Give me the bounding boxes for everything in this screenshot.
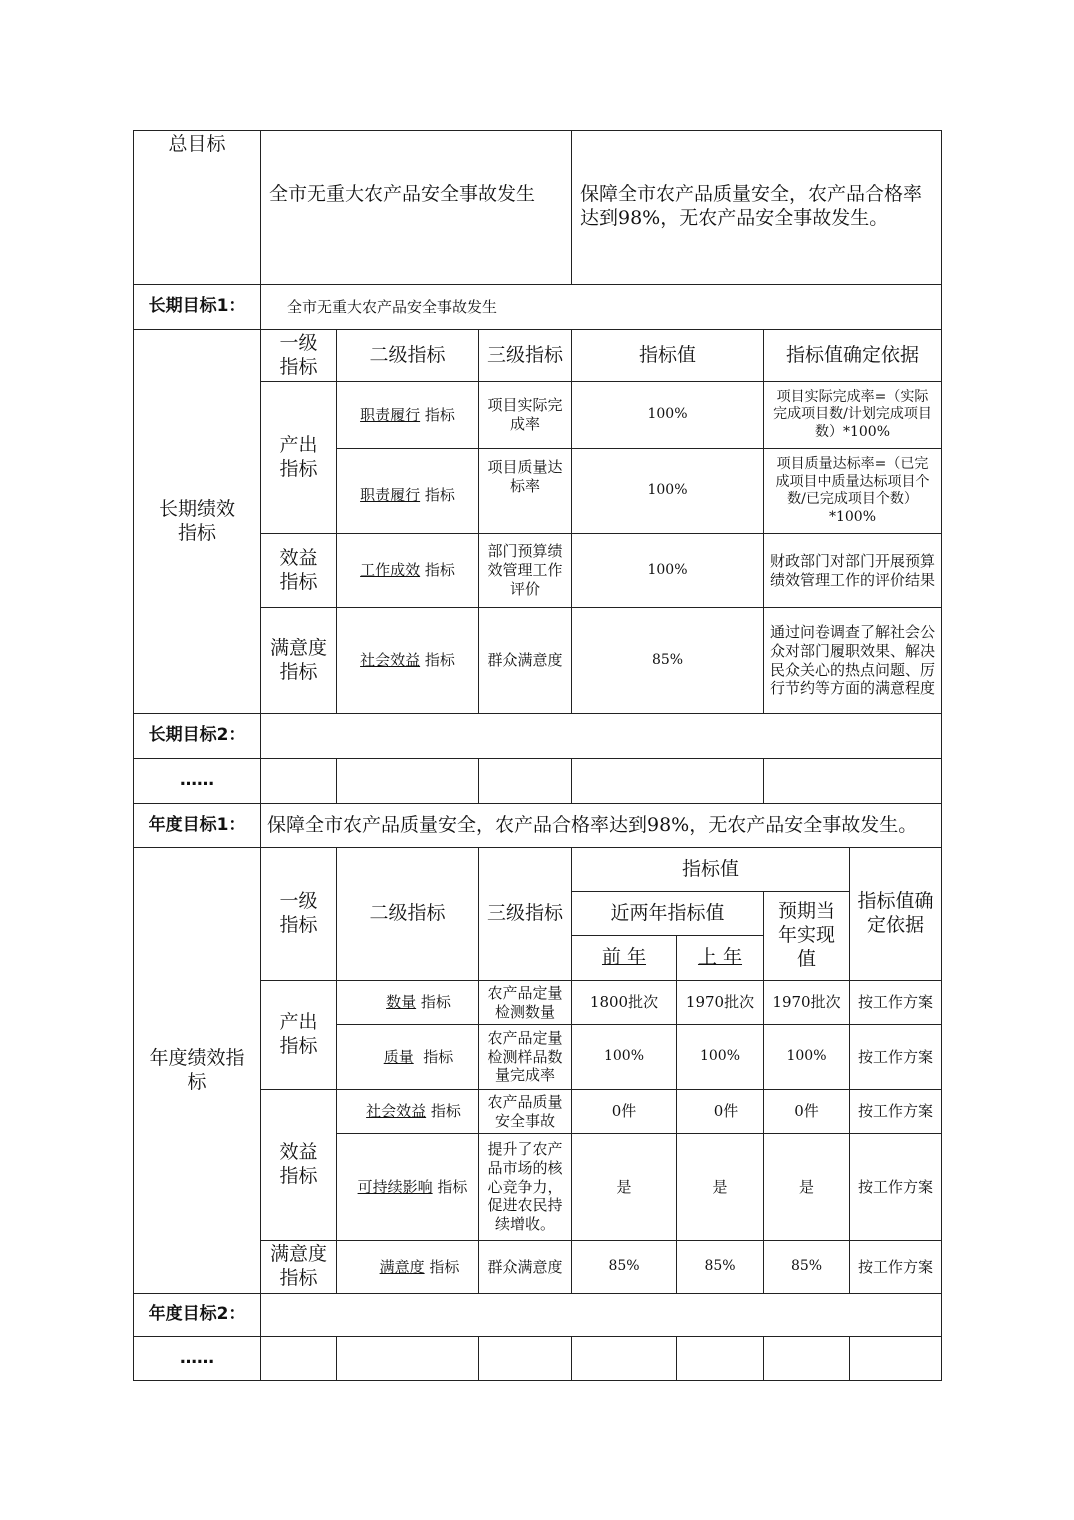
long-term-indicators-label: 长期绩效指标	[158, 497, 235, 544]
annual-row-level3: 农产品定量检测数量	[487, 983, 563, 1021]
annual-row-expected: 85%	[790, 1258, 823, 1275]
annual-header-recent: 近两年指标值	[610, 901, 725, 924]
annual-header-level2: 二级指标	[369, 902, 446, 925]
annual-row-last: 85%	[704, 1258, 736, 1275]
annual-row-basis: 按工作方案	[857, 1257, 933, 1276]
long-header-level1: 一级指标	[279, 331, 318, 378]
annual-indicators-label: 年度绩效指标	[149, 1046, 245, 1093]
annual-row-basis: 按工作方案	[857, 1177, 933, 1196]
annual-row-expected: 是	[798, 1177, 814, 1196]
annual-row-prev: 0件	[611, 1102, 637, 1121]
long-level1-output: 产出指标	[279, 433, 318, 480]
annual-row-basis: 按工作方案	[857, 993, 933, 1012]
long-header-level3: 三级指标	[486, 343, 563, 366]
annual-row-level3: 农产品定量检测样品数量完成率	[487, 1028, 563, 1085]
long-header-basis: 指标值确定依据	[785, 343, 919, 366]
annual-header-expected: 预期当年实现值	[777, 900, 835, 970]
annual-row-expected: 100%	[786, 1048, 827, 1065]
annual-level1-output: 产出指标	[279, 1011, 318, 1057]
long-row-level2: 职责履行 指标	[360, 485, 455, 504]
overall-long-goal-text: 全市无重大农产品安全事故发生	[269, 183, 536, 206]
long-header-value: 指标值	[638, 343, 696, 366]
annual-row-level3: 群众满意度	[487, 1257, 563, 1276]
long-ellipsis: ……	[180, 770, 214, 791]
long-row-level2: 社会效益 指标	[360, 651, 455, 670]
annual-row-expected: 1970批次	[772, 993, 841, 1012]
annual-header-value: 指标值	[681, 857, 739, 880]
annual-row-last: 0件	[713, 1102, 739, 1121]
annual-header-prev: 前 年	[601, 946, 647, 969]
annual-row-prev: 85%	[608, 1258, 640, 1275]
long-row-level3: 项目实际完成率	[487, 396, 563, 433]
annual-row-prev: 是	[616, 1177, 632, 1196]
long-row-value: 100%	[647, 561, 688, 578]
annual-row-prev: 1800批次	[589, 993, 659, 1012]
annual-row-level3: 提升了农产品市场的核心竞争力，促进农民持续增收。	[487, 1140, 563, 1234]
long-goal1-label: 长期目标1：	[148, 296, 246, 317]
long-row-level3: 部门预算绩效管理工作评价	[487, 542, 563, 598]
annual-header-level1: 一级指标	[279, 890, 318, 936]
long-row-basis: 项目质量达标率=（已完成项目中质量达标项目个数/已完成项目个数）*100%	[775, 456, 930, 525]
long-row-basis: 通过问卷调查了解社会公众对部门履职效果、解决民众关心的热点问题、厉行节约等方面的满意程度	[770, 623, 936, 698]
annual-goal2-label: 年度目标2：	[148, 1304, 246, 1325]
long-row-basis: 财政部门对部门开展预算绩效管理工作的评价结果	[770, 551, 936, 589]
long-level1-satisfaction: 满意度指标	[269, 636, 327, 683]
annual-level1-satisfaction: 满意度指标	[269, 1243, 327, 1289]
annual-row-prev: 100%	[603, 1048, 645, 1065]
long-row-basis: 项目实际完成率=（实际完成项目数/计划完成项目数）*100%	[773, 388, 932, 440]
long-header-level2: 二级指标	[369, 343, 446, 366]
annual-row-level2: 质量 指标	[383, 1047, 454, 1066]
long-row-value: 100%	[647, 482, 688, 499]
long-level1-benefit: 效益指标	[279, 546, 318, 593]
annual-level1-benefit: 效益指标	[279, 1141, 318, 1187]
annual-ellipsis: ……	[180, 1347, 214, 1368]
annual-row-last: 是	[712, 1177, 728, 1196]
long-goal2-label: 长期目标2：	[148, 725, 246, 746]
long-goal1-text: 全市无重大农产品安全事故发生	[287, 297, 498, 316]
annual-row-expected: 0件	[794, 1102, 819, 1121]
annual-goal1-text: 保障全市农产品质量安全，农产品合格率达到98%，无农产品安全事故发生。	[267, 813, 918, 836]
long-row-level3: 群众满意度	[487, 651, 563, 670]
long-row-value: 100%	[647, 406, 688, 423]
long-row-level2: 职责履行 指标	[360, 405, 455, 424]
annual-row-level2: 社会效益 指标	[366, 1102, 461, 1121]
annual-header-last: 上 年	[697, 946, 743, 969]
annual-row-basis: 按工作方案	[857, 1047, 933, 1066]
annual-row-last: 100%	[699, 1048, 741, 1065]
annual-row-level3: 农产品质量安全事故	[487, 1092, 563, 1130]
long-row-level3: 项目质量达标率	[487, 457, 563, 495]
annual-row-level2: 数量 指标	[386, 993, 451, 1012]
annual-row-basis: 按工作方案	[857, 1102, 933, 1121]
annual-row-level2: 可持续影响 指标	[357, 1177, 468, 1196]
overall-goal-label: 总目标	[168, 133, 226, 155]
annual-row-last: 1970批次	[685, 993, 755, 1012]
annual-row-level2: 满意度 指标	[379, 1257, 460, 1276]
overall-annual-goal-text: 保障全市农产品质量安全，农产品合格率达到98%，无农产品安全事故发生。	[580, 183, 923, 229]
long-row-value: 85%	[651, 651, 684, 668]
annual-goal1-label: 年度目标1：	[148, 814, 246, 835]
long-row-level2: 工作成效 指标	[360, 561, 455, 580]
annual-header-basis: 指标值确定依据	[857, 890, 934, 936]
annual-header-level3: 三级指标	[486, 902, 563, 925]
